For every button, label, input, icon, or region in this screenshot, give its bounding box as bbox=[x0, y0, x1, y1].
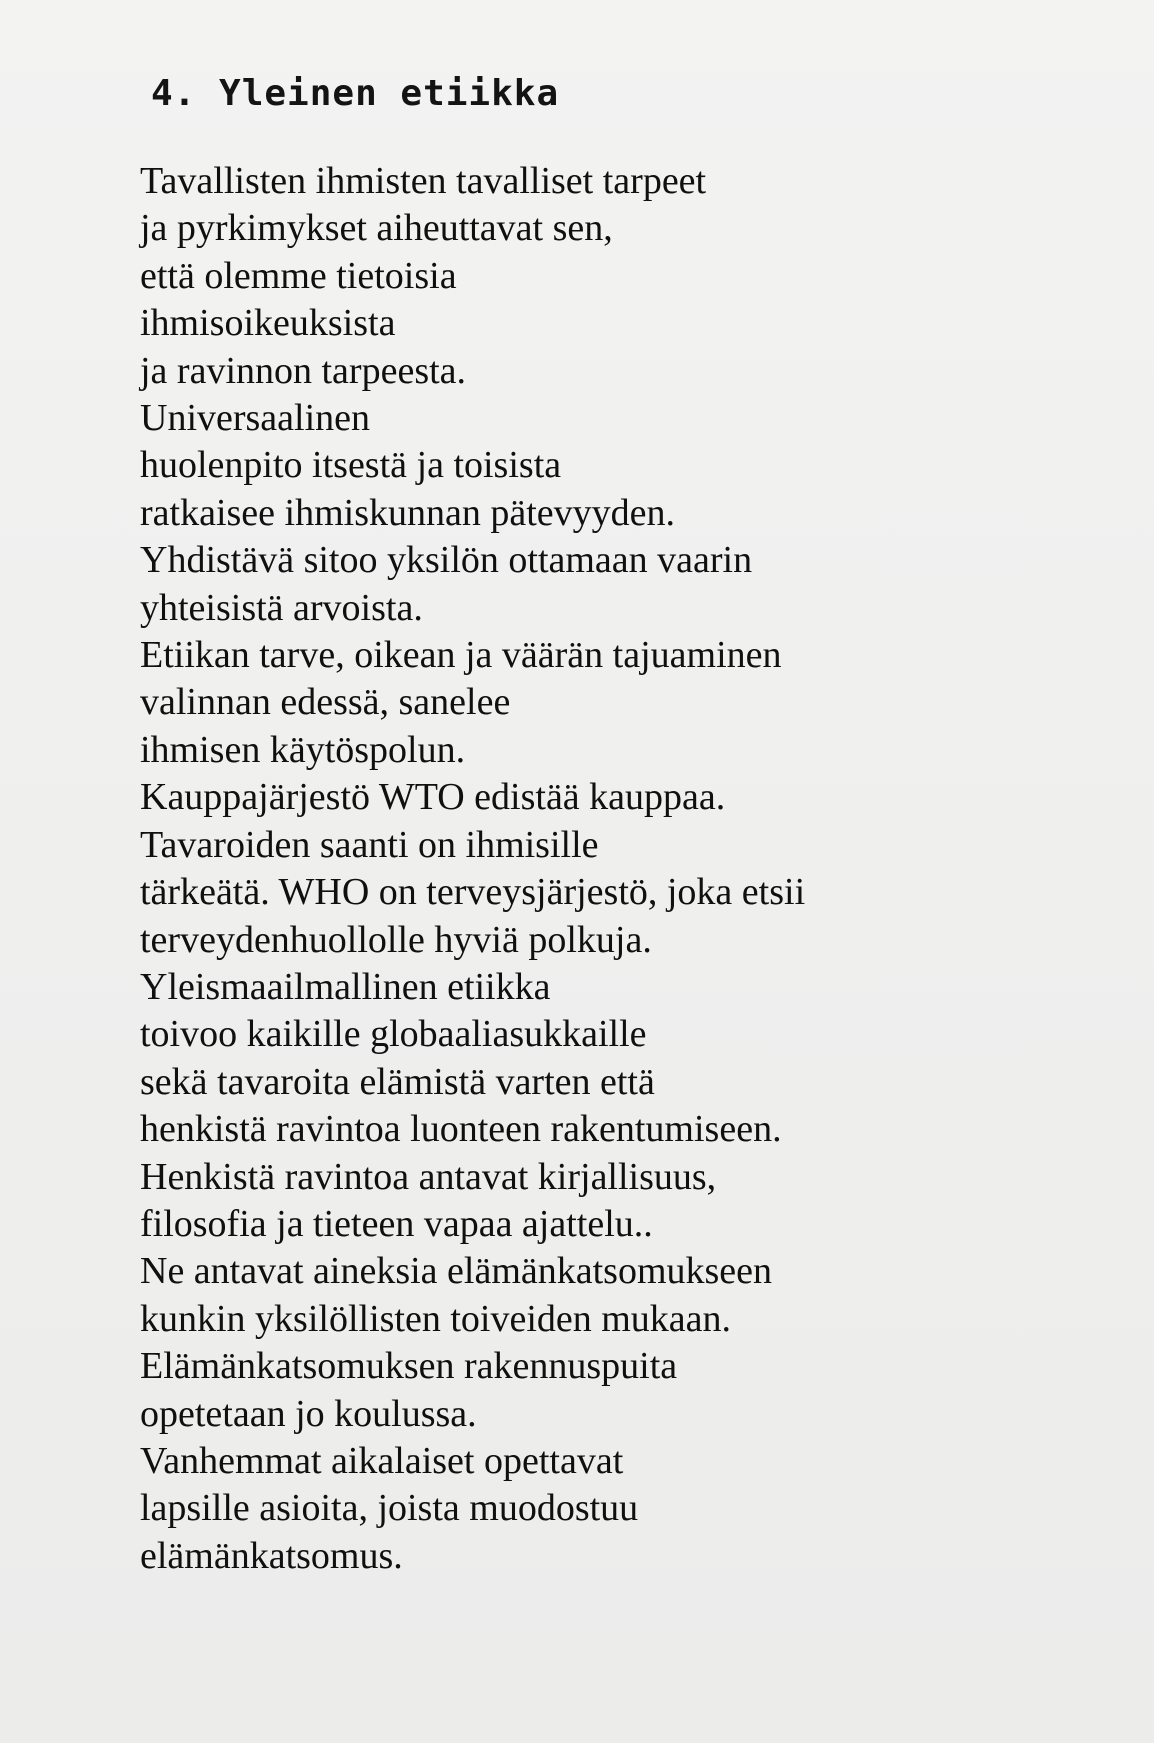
text-line: Yhdistävä sitoo yksilön ottamaan vaarin bbox=[140, 539, 753, 582]
text-line: lapsille asioita, joista muodostuu bbox=[140, 1487, 639, 1530]
body-text bbox=[140, 158, 1040, 1580]
section-heading: 4. Yleinen etiikka bbox=[151, 73, 560, 114]
text-line: Yleismaailmallinen etiikka bbox=[140, 965, 551, 1008]
text-line: Ne antavat aineksia elämänkatsomukseen bbox=[140, 1250, 773, 1293]
text-line: ihmisoikeuksista bbox=[140, 302, 396, 345]
text-line: opetetaan jo koulussa. bbox=[140, 1392, 477, 1435]
text-line: Etiikan tarve, oikean ja väärän tajuaminen bbox=[140, 634, 782, 677]
text-line: Tavallisten ihmisten tavalliset tarpeet bbox=[140, 160, 707, 202]
text-line: valinnan edessä, sanelee bbox=[140, 681, 511, 724]
text-line: toivoo kaikille globaaliasukkaille bbox=[140, 1013, 647, 1056]
text-line: Tavaroiden saanti on ihmisille bbox=[140, 823, 599, 866]
text-line: sekä tavaroita elämistä varten että bbox=[140, 1060, 655, 1103]
text-line: ratkaisee ihmiskunnan pätevyyden. bbox=[140, 491, 676, 534]
text-line: henkistä ravintoa luonteen rakentumiseen. bbox=[140, 1108, 782, 1151]
text-line: ihmisen käytöspolun. bbox=[140, 728, 466, 771]
text-line: yhteisistä arvoista. bbox=[140, 586, 423, 629]
text-line: elämänkatsomus. bbox=[140, 1534, 403, 1577]
text-line: ja ravinnon tarpeesta. bbox=[140, 349, 467, 392]
text-line: kunkin yksilöllisten toiveiden mukaan. bbox=[140, 1297, 732, 1340]
text-line: Universaalinen bbox=[140, 397, 371, 440]
text-line: Kauppajärjestö WTO edistää kauppaa. bbox=[140, 776, 726, 819]
text-line: ja pyrkimykset aiheuttavat sen, bbox=[140, 207, 613, 250]
text-line: huolenpito itsestä ja toisista bbox=[140, 444, 562, 487]
text-line: terveydenhuollolle hyviä polkuja. bbox=[140, 918, 652, 961]
text-line: Vanhemmat aikalaiset opettavat bbox=[140, 1439, 624, 1482]
text-line: filosofia ja tieteen vapaa ajattelu.. bbox=[140, 1202, 653, 1245]
text-line: että olemme tietoisia bbox=[140, 254, 457, 297]
text-line: Henkistä ravintoa antavat kirjallisuus, bbox=[140, 1155, 717, 1198]
text-line: tärkeätä. WHO on terveysjärjestö, joka etsii bbox=[140, 871, 806, 914]
text-line: Elämänkatsomuksen rakennuspuita bbox=[140, 1345, 678, 1388]
